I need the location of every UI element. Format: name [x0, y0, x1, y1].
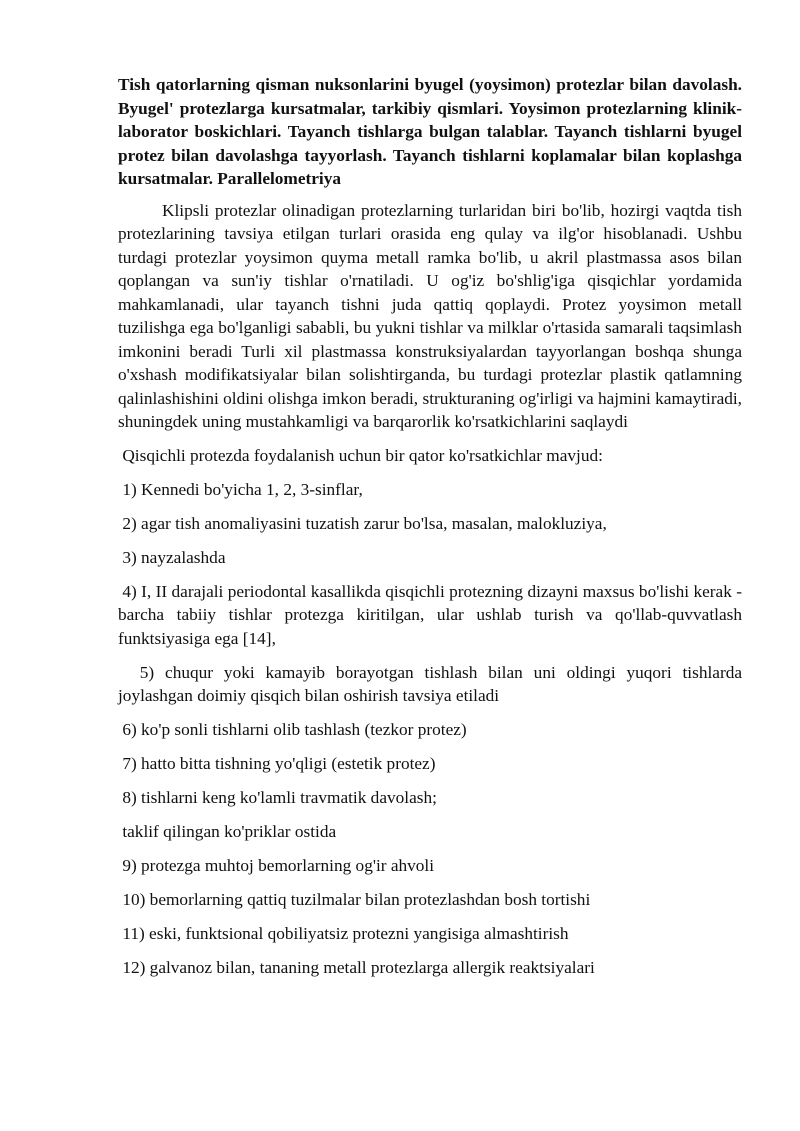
list-item: 3) nayzalashda — [118, 547, 226, 567]
document-page — [118, 73, 747, 990]
list-item: 6) ko'p sonli tishlarni olib tashlash (tezkor protez) — [118, 720, 467, 739]
list-item: 11) eski, funktsional qobiliyatsiz protezni yangisiga almashtirish — [118, 924, 569, 943]
list-item: 4) I, II darajali periodontal kasallikda qisqichli protezning dizayni maxsus bo'lishi kerak - barcha tabiiy tishlar protezga kiritilgan, ular ushlab turish va qo'llab-quvvatlash funktsiyasiga ega [14], — [118, 581, 747, 648]
list-item: 2) agar tish anomaliyasini tuzatish zarur bo'lsa, masalan, malokluziya, — [118, 513, 607, 533]
intro-paragraph: Klipsli protezlar olinadigan protezlarning turlaridan biri bo'lib, hozirgi vaqtda tish protezlarining tavsiya etilgan turlari orasida eng qulay va ilg'or hisoblanadi. Ushbu turdagi protezlar yoysimon quyma metall ramka bo'lib, u akril plastmassa asos bilan qoplangan va sun'iy tishlar o'rnatiladi. U og'iz bo'shlig'iga qisqichlar yordamida mahkamlanadi, ular tayanch tishni juda qattiq qoplaydi. Protez yoysimon metall tuzilishga ega bo'lganligi sababli, bu yukni tishlar va milklar o'rtasida samarali taqsimlash imkonini beradi Turli xil plastmassa konstruksiyalardan tayyorlangan boshqa shunga o'xshash modifikatsiyalar bilan solishtirganda, bu turdagi protezlar plastik qatlamning qalinlashishini oldini olishga imkon beradi, strukturaning og'irligi va hajmini kamaytiradi, shuningdek uning mustahkamligi va barqarorlik ko'rsatkichlarini saqlaydi — [118, 200, 742, 431]
list-item: 8) tishlarni keng ko'lamli travmatik davolash; — [118, 788, 437, 807]
list-item: 10) bemorlarning qattiq tuzilmalar bilan protezlashdan bosh tortishi — [118, 890, 591, 909]
document-title: Tish qatorlarning qisman nuksonlarini byugel (yoysimon) protezlar bilan davolash. Byugel' protezlarga kursatmalar, tarkibiy qismlari. Yoysimon protezlarning klinik-laborator boskichlari. Tayanch tishlarga bulgan talablar. Tayanch tishlarni byugel protez bilan davolashga tayyorlash. Tayanch tishlarni koplamalar bilan koplashga kursatmalar. Parallelometriya — [118, 75, 742, 188]
list-item: 7) hatto bitta tishning yo'qligi (estetik protez) — [118, 754, 436, 773]
list-item: 12) galvanoz bilan, tananing metall protezlarga allergik reaktsiyalari — [118, 958, 595, 977]
list-item: 5) chuqur yoki kamayib borayotgan tishlash bilan uni oldingi yuqori tishlarda joylashgan doimiy qisqich bilan oshirish tavsiya etiladi — [118, 662, 747, 705]
list-item: 9) protezga muhtoj bemorlarning og'ir ahvoli — [118, 856, 435, 875]
list-item: 1) Kennedi bo'yicha 1, 2, 3-sinflar, — [118, 479, 363, 499]
list-intro: Qisqichli protezda foydalanish uchun bir qator ko'rsatkichlar mavjud: — [118, 445, 603, 465]
list-item: taklif qilingan ko'priklar ostida — [118, 822, 337, 841]
